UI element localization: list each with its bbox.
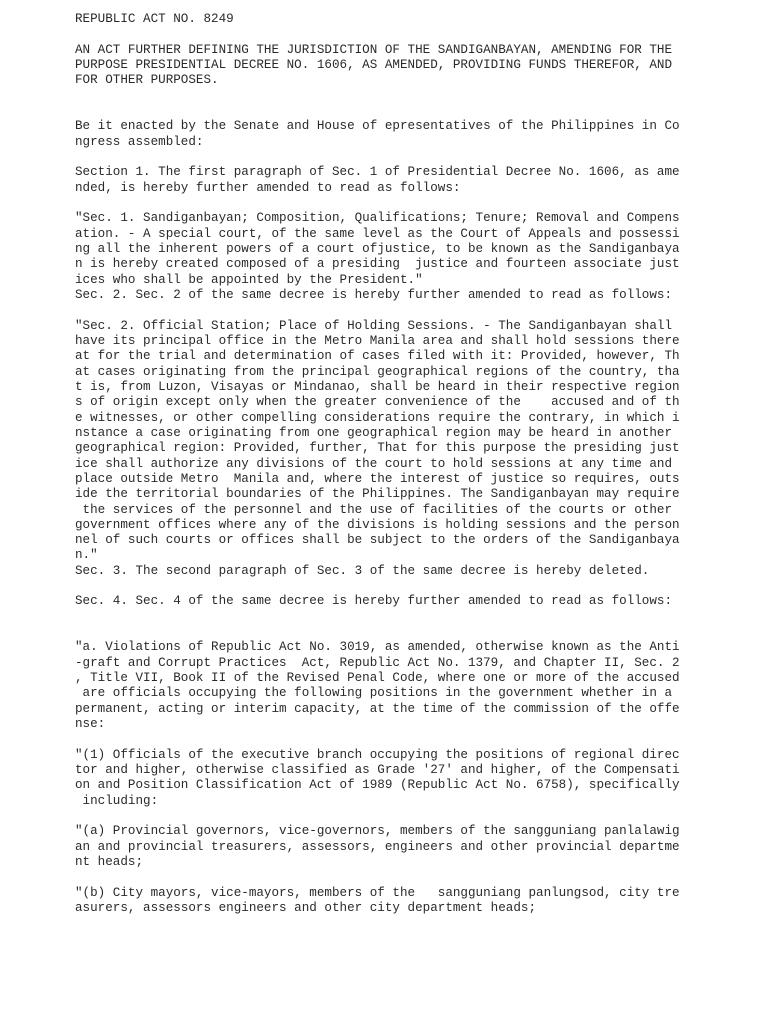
text-line: on and Position Classification Act of 1989 (Republic Act No. 6758), specifically xyxy=(75,778,680,793)
text-line: nel of such courts or offices shall be subject to the orders of the Sandiganbaya xyxy=(75,533,680,548)
blank-line xyxy=(75,870,755,885)
text-line: at cases originating from the principal geographical regions of the country, tha xyxy=(75,364,680,379)
text-line: permanent, acting or interim capacity, at the time of the commission of the offe xyxy=(75,701,680,716)
text-line: "(b) City mayors, vice-mayors, members of the sangguniang panlungsod, city tre xyxy=(75,885,680,900)
text-line: "(a) Provincial governors, vice-governors, members of the sangguniang panlalawig xyxy=(75,824,680,839)
text-line: nstance a case originating from one geographical region may be heard in another xyxy=(75,425,673,440)
text-line: -graft and Corrupt Practices Act, Republic Act No. 1379, and Chapter II, Sec. 2 xyxy=(75,655,680,670)
blank-line xyxy=(75,610,755,625)
text-line: Sec. 2. Sec. 2 of the same decree is hereby further amended to read as follows: xyxy=(75,287,673,302)
text-line: n." xyxy=(75,548,98,563)
document-page xyxy=(75,12,755,916)
text-line: "a. Violations of Republic Act No. 3019, as amended, otherwise known as the Anti xyxy=(75,640,680,655)
text-line: t is, from Luzon, Visayas or Mindanao, shall be heard in their respective region xyxy=(75,379,680,394)
blank-line xyxy=(75,732,755,747)
text-line: ice shall authorize any divisions of the court to hold sessions at any time and xyxy=(75,456,673,471)
blank-line xyxy=(75,809,755,824)
text-line: ation. - A special court, of the same level as the Court of Appeals and possessi xyxy=(75,226,680,241)
text-line: Be it enacted by the Senate and House of epresentatives of the Philippines in Co xyxy=(75,119,680,134)
text-line: nt heads; xyxy=(75,855,144,870)
text-line: geographical region: Provided, further, That for this purpose the presiding just xyxy=(75,441,680,456)
text-line: n is hereby created composed of a presiding justice and fourteen associate just xyxy=(75,257,680,272)
text-line: Sec. 3. The second paragraph of Sec. 3 of the same decree is hereby deleted. xyxy=(75,563,650,578)
blank-line xyxy=(75,104,755,119)
text-line: e witnesses, or other compelling considerations require the contrary, in which i xyxy=(75,410,680,425)
text-line: "(1) Officials of the executive branch occupying the positions of regional direc xyxy=(75,747,680,762)
blank-line xyxy=(75,89,755,104)
blank-line xyxy=(75,150,755,165)
text-line: ngress assembled: xyxy=(75,134,204,149)
text-line: asurers, assessors engineers and other city department heads; xyxy=(75,901,537,916)
text-line: ices who shall be appointed by the President." xyxy=(75,272,423,287)
text-line: ng all the inherent powers of a court ofjustice, to be known as the Sandiganbaya xyxy=(75,241,680,256)
text-line: including: xyxy=(75,793,159,808)
text-line: ide the territorial boundaries of the Philippines. The Sandiganbayan may require xyxy=(75,487,680,502)
text-line: FOR OTHER PURPOSES. xyxy=(75,73,219,88)
blank-line xyxy=(75,27,755,42)
text-line: nded, is hereby further amended to read as follows: xyxy=(75,180,461,195)
text-line: "Sec. 1. Sandiganbayan; Composition, Qualifications; Tenure; Removal and Compens xyxy=(75,211,680,226)
blank-line xyxy=(75,303,755,318)
text-line: "Sec. 2. Official Station; Place of Holding Sessions. - The Sandiganbayan shall xyxy=(75,318,673,333)
text-line: at for the trial and determination of cases filed with it: Provided, however, Th xyxy=(75,349,680,364)
text-line: REPUBLIC ACT NO. 8249 xyxy=(75,12,234,26)
text-line: Sec. 4. Sec. 4 of the same decree is hereby further amended to read as follows: xyxy=(75,594,673,609)
text-line: AN ACT FURTHER DEFINING THE JURISDICTION OF THE SANDIGANBAYAN, AMENDING FOR THE xyxy=(75,42,673,57)
text-line: s of origin except only when the greater convenience of the accused and of th xyxy=(75,395,680,410)
text-line: , Title VII, Book II of the Revised Penal Code, where one or more of the accused xyxy=(75,671,680,686)
text-line: tor and higher, otherwise classified as Grade '27' and higher, of the Compensati xyxy=(75,763,680,778)
text-line: PURPOSE PRESIDENTIAL DECREE NO. 1606, AS AMENDED, PROVIDING FUNDS THEREFOR, AND xyxy=(75,57,673,72)
text-line: government offices where any of the divisions is holding sessions and the person xyxy=(75,517,680,532)
text-line: place outside Metro Manila and, where the interest of justice so requires, outs xyxy=(75,471,680,486)
blank-line xyxy=(75,579,755,594)
text-line: have its principal office in the Metro Manila area and shall hold sessions there xyxy=(75,333,680,348)
blank-line xyxy=(75,196,755,211)
text-line: Section 1. The first paragraph of Sec. 1 of Presidential Decree No. 1606, as ame xyxy=(75,165,680,180)
text-line: nse: xyxy=(75,717,106,732)
text-line: the services of the personnel and the use of facilities of the courts or other xyxy=(75,502,673,517)
blank-line xyxy=(75,625,755,640)
text-line: an and provincial treasurers, assessors, engineers and other provincial departme xyxy=(75,839,680,854)
text-line: are officials occupying the following positions in the government whether in a xyxy=(75,686,673,701)
